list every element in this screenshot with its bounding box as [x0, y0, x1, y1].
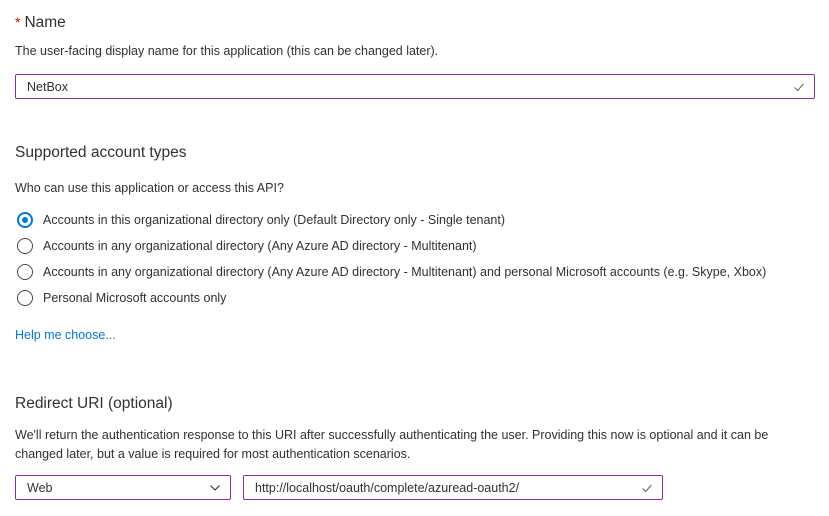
- help-me-choose-link[interactable]: Help me choose...: [15, 328, 116, 342]
- radio-button-icon[interactable]: [17, 212, 33, 228]
- name-input[interactable]: [15, 74, 815, 99]
- radio-option-label: Personal Microsoft accounts only: [43, 291, 227, 305]
- name-input-wrap: [15, 74, 815, 99]
- chevron-down-icon: [209, 482, 221, 494]
- account-types-radio-group: [15, 207, 815, 311]
- radio-option-personal-only[interactable]: [15, 285, 815, 311]
- name-label-text: Name: [24, 14, 66, 31]
- radio-button-icon[interactable]: [17, 238, 33, 254]
- name-description: The user-facing display name for this application (this can be changed later).: [15, 44, 439, 58]
- radio-button-icon[interactable]: [17, 264, 33, 280]
- radio-option-label: Accounts in any organizational directory (Any Azure AD directory - Multitenant): [43, 239, 477, 253]
- platform-select-value: Web: [27, 480, 53, 495]
- radio-button-icon[interactable]: [17, 290, 33, 306]
- redirect-uri-input[interactable]: [243, 475, 663, 500]
- redirect-uri-input-wrap: [243, 475, 663, 500]
- redirect-uri-description: We'll return the authentication response to this URI after successfully authenticating the user. Providing this now is optional and it can be changed later, but a value is required for most authentication scenarios.: [15, 428, 769, 461]
- account-types-question: Who can use this application or access this API?: [15, 181, 284, 195]
- redirect-uri-section-label: Redirect URI (optional): [15, 395, 173, 412]
- name-section-label: [15, 12, 815, 33]
- redirect-uri-row: [15, 475, 815, 500]
- required-asterisk: *: [15, 14, 21, 30]
- radio-option-multitenant-personal[interactable]: [15, 259, 815, 285]
- radio-option-label: Accounts in this organizational directory only (Default Directory only - Single tenant): [43, 213, 506, 227]
- platform-select-dropdown[interactable]: [15, 475, 231, 500]
- radio-option-multitenant[interactable]: [15, 233, 815, 259]
- radio-option-single-tenant[interactable]: [15, 207, 815, 233]
- account-types-section-label: Supported account types: [15, 144, 187, 161]
- radio-option-label: Accounts in any organizational directory (Any Azure AD directory - Multitenant) and personal Microsoft accounts (e.g. Skype, Xbox): [43, 265, 767, 279]
